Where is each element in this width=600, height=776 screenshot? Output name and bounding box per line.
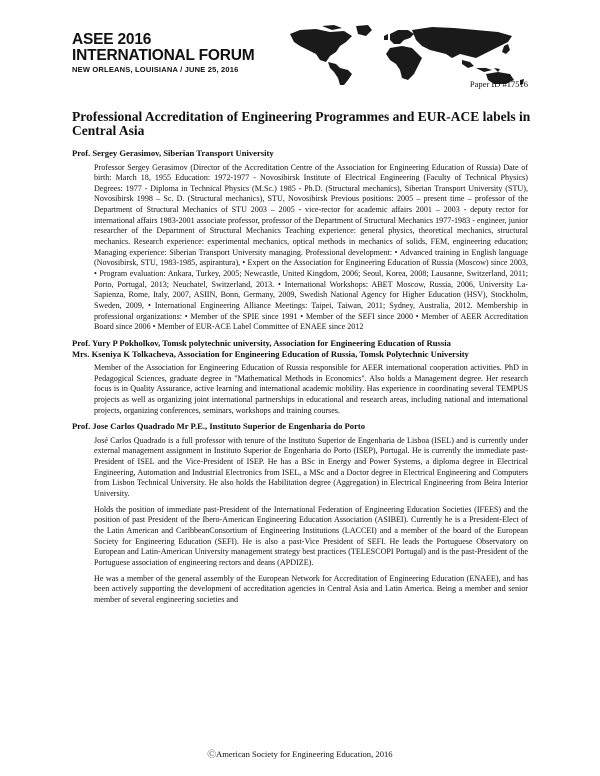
author-heading: Prof. Sergey Gerasimov, Siberian Transport University (72, 148, 274, 158)
author-section (72, 338, 528, 416)
bio-paragraph: Professor Sergey Gerasimov (Director of the Accreditation Centre of the Association for Engineering Education of Russia) Date of birth: March 18, 1955 Education: 1972-1977 - Novosibirsk Institute of Electrical Engineering (Faculty of Technical Physics) Degrees: 1977 - Diploma in Technical Physics (M.Sc.) 1985 - Ph.D. (Structural mechanics), Siberian Transport University (STU), Novosibirsk 1998 – Sc. D. (Structural mechanics), STU, Novosibirsk Previous positions: 2005 – present time – professor of the Department of Structural Mechanics of STU 2003 – 2005 - vice-rector for academic affairs 2001 – 2003 - deputy rector for international affairs 1983-2001 associate professor, professor of the Department of Structural Mechanics 1977-1983 - engineer, junior researcher of the Department of Structural Mechanics Teaching experience: general physics, theoretical mechanics, structural mechanics. Research experience: experimental mechanics, optical methods in mechanics of solids, FEM, engineering education; Managing experience: Siberian Transport University managing. Professional development: • Advanced training in English language (Novosibirsk, STU, 1983-1985, aspirantura), • Expert on the Association for Engineering Education of Russia (Moscow) since 2003, • Program evaluation: Ankara, Turkey, 2005; Newcastle, United Kingdom, 2006; Seoul, Korea, 2008; Lausanne, Switzerland, 2011; Porto, Portugal, 2013; Neuchatel, Switzerland, 2013. • International Workshops: ABET Moscow, Russia, 2006, University La-Sapienza, Rome, Italy, 2007, ASIIN, Bonn, Germany, 2009, Swedish National Agency for Higher Education (HSV), Stockholm, Sweden, 2009, • International Engineering Alliance Meetings: Taipei, Taiwan, 2011; Sydney, Australia, 2012. Membership in professional organizations: • Member of the SPIE since 1991 • Member of the SEFI since 2000 • Member of AEER Accreditation Board since 2006 • Member of EUR-ACE Label Committee of ENAEE since 2012 (94, 162, 528, 332)
world-map-icon (286, 24, 528, 86)
author-heading: Prof. Jose Carlos Quadrado Mr P.E., Instituto Superior de Engenharia do Porto (72, 421, 366, 432)
author-section (72, 421, 528, 605)
paper-id: Paper ID #17516 (469, 79, 528, 89)
author-section (72, 148, 528, 333)
author-heading: Prof. Yury P Pokholkov, Tomsk polytechnic university, Association for Engineering Education of Russia (72, 338, 451, 348)
bio-paragraph: José Carlos Quadrado is a full professor with tenure of the Instituto Superior de Engenharia de Lisboa (ISEL) and is currently under external management assignment in Instituto Superior de Engenharia do Porto (ISEP), Portugal. He is currently the immediate past-President of ISEL and the Vice-President of ISEP. He has a BSc in Energy and Power Systems, a diploma degree in Electrical Engineering, Automation and Industrial Electronics from ISEL, a MSc and a Doctor degree in Electrical Engineering and Computers from Lisbon Technical University. He also holds the Habilitation degree (Aggregation) in Electrical Engineering from Beira Interior University. (94, 435, 528, 499)
logo-line-2: INTERNATIONAL FORUM (72, 47, 255, 64)
author-bios (72, 148, 528, 611)
logo-line-1: ASEE 2016 (72, 31, 152, 48)
author-heading-secondary: Mrs. Kseniya K Tolkacheva, Association for Engineering Education of Russia, Tomsk Polytechnic University (72, 348, 469, 359)
bio-paragraph: Holds the position of immediate past-President of the International Federation of Engineering Education Societies (IFEES) and the position of past President of the Ibero-American Engineering Education Association (ASIBEI). Currently he is a President-Elect of the Latin American and CaribbeanConsortium of Engineering Institutions (LACCEI) and a member of the board of the European Society for Engineering Education (SEFI). He is also a past-Vice President of SEFI. He leads the Portuguese Observatory on European and Latin-American University management strategy best practices (TELESCOPI Portugal) and is the past-President of the Portuguese association of engineering rectors and deans (APDIZE). (94, 504, 528, 567)
bio-paragraph: He was a member of the general assembly of the European Network for Accreditation of Engineering Education (ENAEE), and has been actively supporting the development of accreditation agencies in Central Asia and Latin America. Being a member and senior member of several engineering societies and (94, 573, 528, 604)
bio-paragraph: Member of the Association for Engineering Education of Russia responsible for AEER international cooperation activities. PhD in Pedagogical Sciences, graduate degree in "Mathematical Methods in Economics". Also holds a Management degree. Her research focus is in Quality Assurance, active learning and international academic mobility. Has experience in coordinating several TEMPUS projects as well as organizing joint international partnerships in educational and research areas, including national and international projects, organizing conferences, seminars, workshops and training courses. (94, 363, 528, 415)
paper-title: Professional Accreditation of Engineering Programmes and EUR-ACE labels in Central Asia (72, 109, 531, 138)
copyright-footer: ⒸAmerican Society for Engineering Education, 2016 (207, 749, 393, 759)
forum-logo (72, 32, 282, 75)
logo-line-3: NEW ORLEANS, LOUISIANA / JUNE 25, 2016 (72, 65, 239, 74)
